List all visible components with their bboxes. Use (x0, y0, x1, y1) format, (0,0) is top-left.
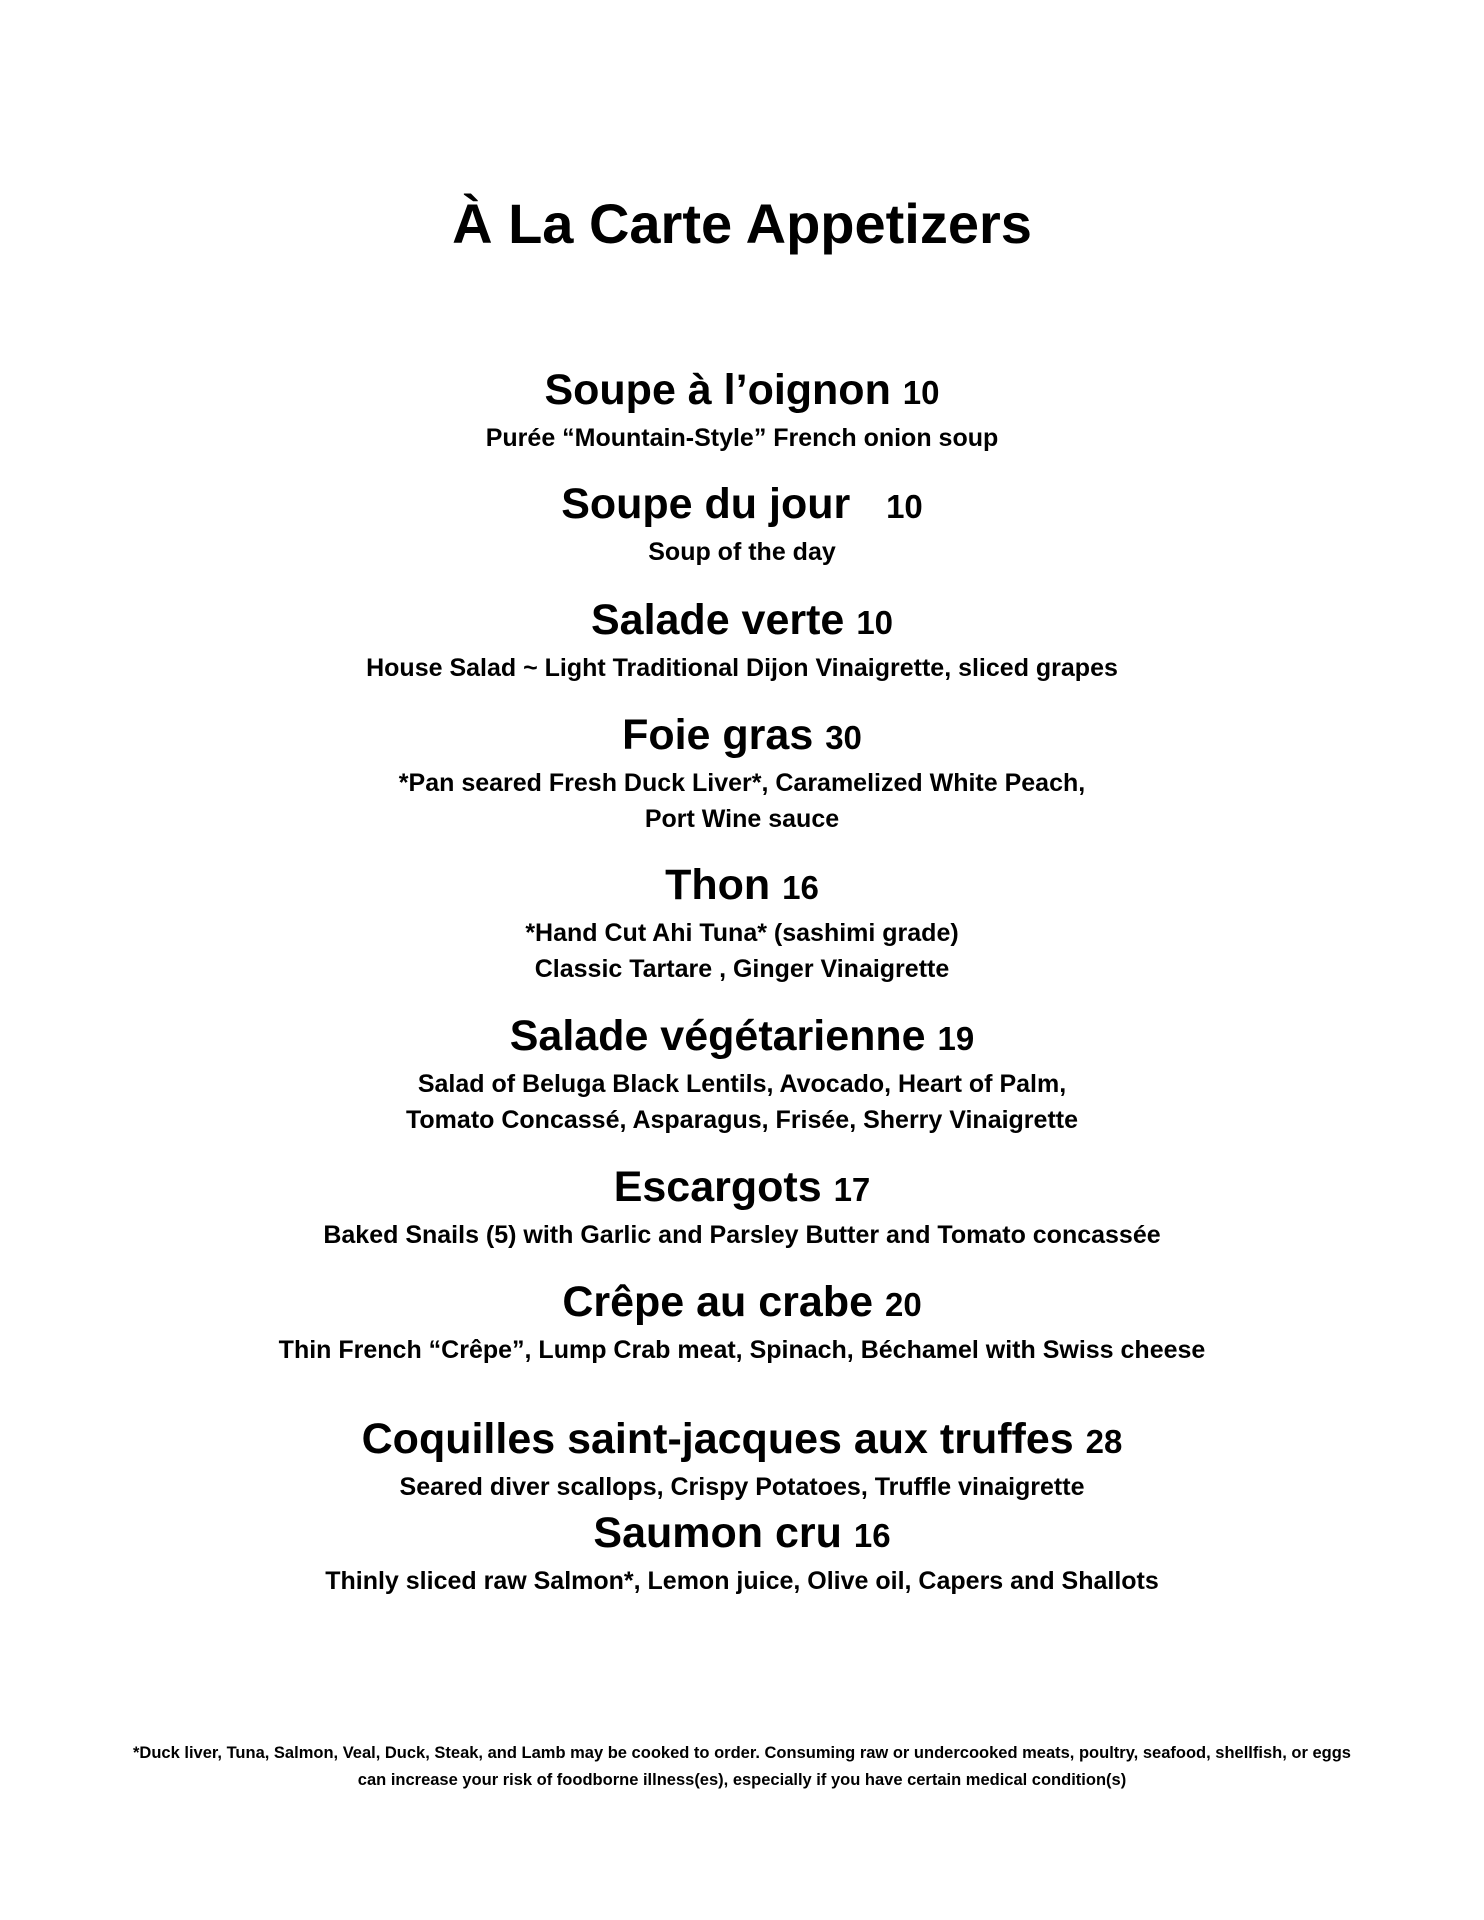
menu-item-price: 10 (902, 374, 940, 411)
menu-item-price: 16 (853, 1517, 891, 1554)
menu-item-name: Soupe à l’oignon (544, 366, 891, 414)
menu-item-heading (0, 593, 1484, 650)
menu-item-name: Salade verte (590, 596, 845, 644)
menu-item-soupe-jour (0, 477, 1484, 570)
page-title: À La Carte Appetizers (452, 192, 1032, 255)
menu-item-price: 10 (856, 604, 894, 641)
menu-item-price: 17 (833, 1171, 871, 1208)
menu-item-price: 30 (825, 719, 862, 756)
menu-item-description: Thin French “Crêpe”, Lump Crab meat, Spinach, Béchamel with Swiss cheese (278, 1336, 1206, 1364)
footnote (0, 1740, 1484, 1794)
menu-item-heading (0, 1275, 1484, 1332)
menu-item-heading (0, 1412, 1484, 1469)
menu-item-heading (0, 1506, 1484, 1563)
menu-item-heading (0, 477, 1484, 534)
menu-item-foie-gras (0, 708, 1484, 837)
menu-item-description-line-2: Port Wine sauce (644, 805, 840, 833)
menu-item-description-line-1: *Pan seared Fresh Duck Liver*, Caramelized White Peach, (398, 769, 1086, 797)
menu-item-description: Soup of the day (648, 538, 836, 566)
menu-item-description-line-2: Classic Tartare , Ginger Vinaigrette (534, 955, 950, 983)
menu-item-description-line-2: Tomato Concassé, Asparagus, Frisée, Sherry Vinaigrette (406, 1106, 1078, 1134)
menu-item-description: House Salad ~ Light Traditional Dijon Vinaigrette, sliced grapes (366, 654, 1118, 682)
menu-item-price: 10 (886, 488, 923, 525)
menu-item-description: Seared diver scallops, Crispy Potatoes, Truffle vinaigrette (399, 1473, 1085, 1501)
menu-item-thon (0, 858, 1484, 987)
menu-item-description: Baked Snails (5) with Garlic and Parsley Butter and Tomato concassée (323, 1221, 1161, 1249)
menu-item-name: Foie gras (622, 711, 814, 759)
menu-item-name: Crêpe au crabe (562, 1278, 874, 1326)
menu-item-salade-verte (0, 593, 1484, 686)
menu-item-escargots (0, 1160, 1484, 1253)
menu-item-name: Soupe du jour (561, 480, 851, 528)
menu-item-saumon-cru (0, 1506, 1484, 1599)
menu-item-heading (0, 708, 1484, 765)
menu-item-description-line-1: *Hand Cut Ahi Tuna* (sashimi grade) (525, 919, 959, 947)
menu-item-description: Thinly sliced raw Salmon*, Lemon juice, Olive oil, Capers and Shallots (325, 1567, 1159, 1595)
menu-item-description-line-1: Salad of Beluga Black Lentils, Avocado, Heart of Palm, (417, 1070, 1067, 1098)
footnote-line-2: can increase your risk of foodborne illness(es), especially if you have certain medical condition(s) (357, 1771, 1127, 1789)
menu-item-price: 20 (884, 1286, 922, 1323)
footnote-line-1: *Duck liver, Tuna, Salmon, Veal, Duck, Steak, and Lamb may be cooked to order. Consuming raw or undercooked meats, poultry, seafood, shellfish, or eggs (133, 1744, 1351, 1762)
menu-item-name: Salade végétarienne (509, 1012, 926, 1060)
menu-item-name: Escargots (613, 1163, 822, 1211)
menu-item-soupe-oignon (0, 363, 1484, 456)
menu-item-heading (0, 1009, 1484, 1066)
menu-item-salade-vegetarienne (0, 1009, 1484, 1138)
menu-item-name: Coquilles saint-jacques aux truffes (361, 1415, 1074, 1463)
menu-item-price: 28 (1085, 1423, 1123, 1460)
menu-item-heading (0, 1160, 1484, 1217)
menu-item-heading (0, 858, 1484, 915)
menu-item-price: 16 (782, 869, 819, 906)
menu-item-coquilles (0, 1412, 1484, 1505)
menu-item-crepe-crabe (0, 1275, 1484, 1368)
menu-item-name: Saumon cru (593, 1509, 842, 1557)
menu-item-name: Thon (665, 861, 771, 909)
menu-item-description: Purée “Mountain-Style” French onion soup (485, 424, 999, 452)
menu-item-price: 19 (937, 1020, 975, 1057)
menu-item-heading (0, 363, 1484, 420)
